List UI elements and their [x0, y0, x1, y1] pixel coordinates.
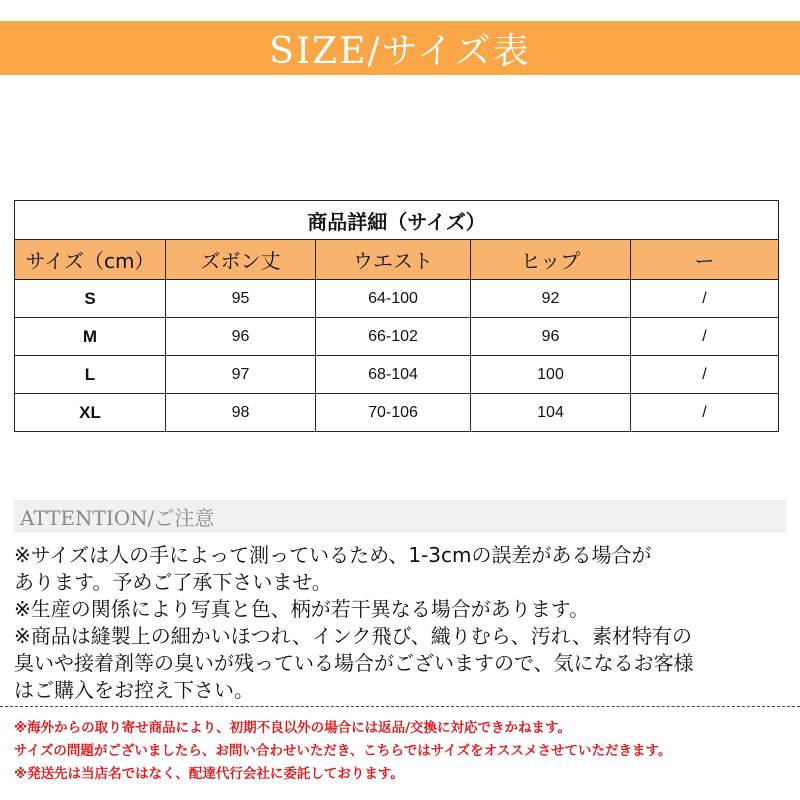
size-table [14, 200, 779, 432]
other-cell: / [631, 356, 779, 394]
table-header-row [15, 240, 779, 280]
waist-cell: 70-106 [316, 394, 471, 432]
waist-cell: 64-100 [316, 280, 471, 318]
note-line: 臭いや接着剤等の臭いが残っている場合がございますので、気になるお客様 [14, 651, 694, 675]
column-header-length: ズボン丈 [166, 240, 316, 280]
note-line: はご購入をお控え下さい。 [14, 678, 254, 702]
note-line: あります。予めご了承下さいませ。 [14, 570, 332, 594]
attention-header [14, 500, 786, 533]
waist-cell: 66-102 [316, 318, 471, 356]
length-cell: 98 [166, 394, 316, 432]
table-row [15, 318, 779, 356]
hip-cell: 96 [471, 318, 631, 356]
column-header-waist: ウエスト [316, 240, 471, 280]
length-cell: 96 [166, 318, 316, 356]
size-cell: XL [15, 394, 166, 432]
length-cell: 95 [166, 280, 316, 318]
note-line: ※サイズは人の手によって測っているため、1-3cmの誤差がある場合が [14, 543, 652, 567]
attention-title: ATTENTION/ご注意 [20, 506, 215, 530]
footnote-line: ※発送先は当店名ではなく、配達代行会社に委託しております。 [14, 766, 404, 782]
table-row [15, 394, 779, 432]
footnotes [14, 717, 790, 786]
hip-cell: 100 [471, 356, 631, 394]
note-line: ※商品は縫製上の細かいほつれ、インク飛び、織りむら、汚れ、素材特有の [14, 624, 692, 648]
size-chart-banner [0, 21, 800, 75]
other-cell: / [631, 318, 779, 356]
table-row [15, 356, 779, 394]
footnote-line: サイズの問題がございましたら、お問い合わせいただき、こちらではサイズをオススメさせていただきます。 [14, 743, 672, 759]
column-header-size: サイズ（cm） [15, 240, 166, 280]
note-line: ※生産の関係により写真と色、柄が若干異なる場合があります。 [14, 597, 590, 621]
column-header-hip: ヒップ [471, 240, 631, 280]
other-cell: / [631, 280, 779, 318]
table-caption: 商品詳細（サイズ） [15, 201, 779, 240]
hip-cell: 92 [471, 280, 631, 318]
column-header-other: ー [631, 240, 779, 280]
banner-title: SIZE/サイズ表 [269, 30, 531, 72]
size-cell: L [15, 356, 166, 394]
attention-notes [14, 542, 790, 704]
hip-cell: 104 [471, 394, 631, 432]
footnote-line: ※海外からの取り寄せ商品により、初期不良以外の場合には返品/交換に対応できかねます。 [14, 720, 571, 736]
size-cell: S [15, 280, 166, 318]
size-cell: M [15, 318, 166, 356]
waist-cell: 68-104 [316, 356, 471, 394]
other-cell: / [631, 394, 779, 432]
table-row [15, 280, 779, 318]
length-cell: 97 [166, 356, 316, 394]
dashed-divider [0, 706, 800, 707]
